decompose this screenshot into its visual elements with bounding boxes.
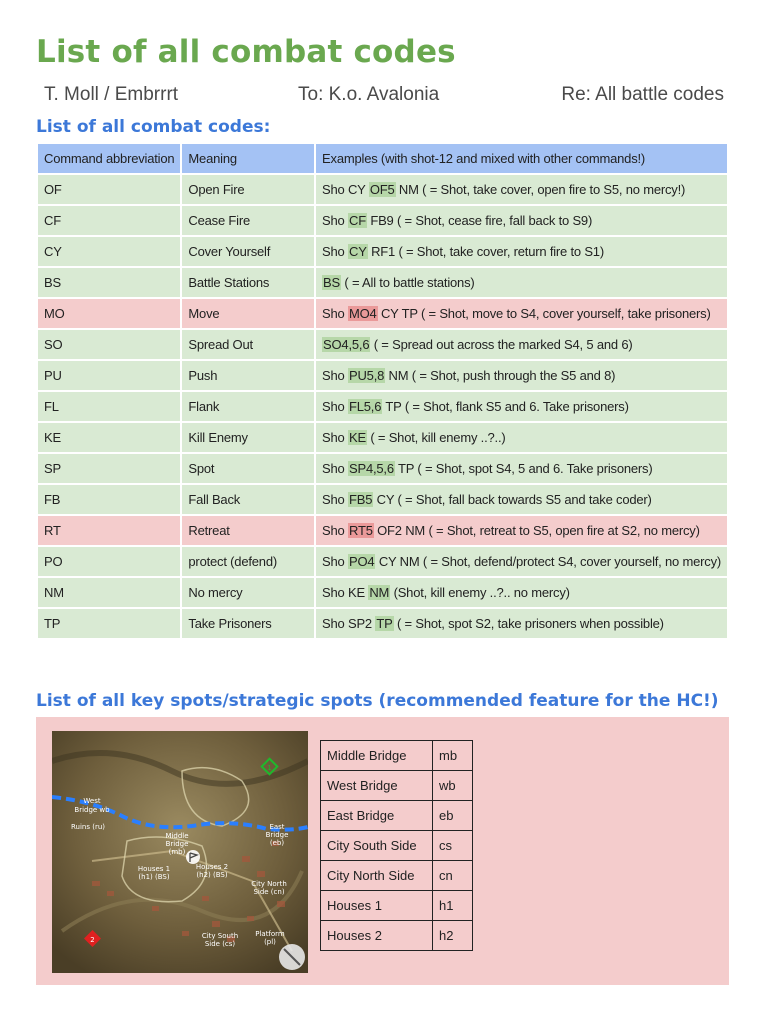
- code-meaning: Move: [182, 299, 314, 328]
- svg-text:(mb): (mb): [168, 848, 186, 856]
- svg-text:1: 1: [267, 764, 272, 772]
- example-prefix: Sho SP2: [322, 616, 376, 631]
- table-row: [38, 609, 727, 638]
- code-meaning: Retreat: [182, 516, 314, 545]
- code-example: [316, 330, 727, 359]
- example-explanation: NM ( = Shot, take cover, open fire to S5, no mercy!): [395, 182, 686, 197]
- key-spots-heading: List of all key spots/strategic spots (recommended feature for the HC!): [36, 691, 719, 711]
- map-label-city-north: City North: [251, 880, 287, 888]
- code-abbreviation: RT: [38, 516, 180, 545]
- table-row: [38, 299, 727, 328]
- combat-codes-heading: List of all combat codes:: [36, 117, 271, 137]
- spot-name: City South Side: [321, 831, 433, 861]
- code-example: [316, 578, 727, 607]
- code-example: [316, 175, 727, 204]
- code-example: [316, 392, 727, 421]
- code-meaning: Take Prisoners: [182, 609, 314, 638]
- code-meaning: Flank: [182, 392, 314, 421]
- code-abbreviation: FB: [38, 485, 180, 514]
- table-row: [38, 330, 727, 359]
- table-row: [321, 771, 473, 801]
- map-label-ruins: Ruins (ru): [70, 823, 106, 831]
- table-header-row: [38, 144, 727, 173]
- example-prefix: Sho: [322, 213, 348, 228]
- example-highlighted-code: SP4,5,6: [349, 461, 394, 476]
- example-highlighted-code: SO4,5,6: [323, 337, 370, 352]
- spot-abbreviation: eb: [433, 801, 473, 831]
- example-prefix: Sho: [322, 399, 348, 414]
- svg-text:Side (cn): Side (cn): [253, 888, 285, 896]
- table-row: [38, 547, 727, 576]
- spot-name: Houses 2: [321, 921, 433, 951]
- svg-text:Side (cs): Side (cs): [204, 940, 236, 948]
- table-row: [38, 578, 727, 607]
- map-label-middle-bridge: Middle: [165, 832, 189, 840]
- table-row: [321, 921, 473, 951]
- svg-text:2: 2: [90, 936, 95, 944]
- code-meaning: Push: [182, 361, 314, 390]
- example-explanation: ( = Shot, kill enemy ..?..): [366, 430, 506, 445]
- svg-text:(h2) (BS): (h2) (BS): [196, 871, 228, 879]
- table-row: [321, 861, 473, 891]
- example-highlighted-code: MO4: [349, 306, 377, 321]
- code-abbreviation: OF: [38, 175, 180, 204]
- example-prefix: Sho: [322, 368, 348, 383]
- code-example: [316, 299, 727, 328]
- example-explanation: ( = Spread out across the marked S4, 5 and 6): [370, 337, 633, 352]
- svg-text:Bridge: Bridge: [265, 831, 289, 839]
- spot-abbreviation: h2: [433, 921, 473, 951]
- map-label-west-bridge: West: [83, 797, 101, 805]
- example-explanation: NM ( = Shot, push through the S5 and 8): [385, 368, 616, 383]
- code-example: [316, 609, 727, 638]
- table-row: [38, 392, 727, 421]
- battlefield-map: [52, 731, 308, 973]
- code-example: [316, 268, 727, 297]
- example-highlighted-code: PO4: [349, 554, 375, 569]
- code-example: [316, 423, 727, 452]
- code-example: [316, 237, 727, 266]
- spot-name: City North Side: [321, 861, 433, 891]
- example-explanation: (Shot, kill enemy ..?.. no mercy): [390, 585, 570, 600]
- code-meaning: protect (defend): [182, 547, 314, 576]
- example-prefix: Sho: [322, 244, 348, 259]
- compass-icon: [279, 944, 305, 970]
- table-row: [38, 485, 727, 514]
- spot-name: West Bridge: [321, 771, 433, 801]
- table-row: [38, 454, 727, 483]
- code-example: [316, 206, 727, 235]
- example-prefix: Sho: [322, 461, 348, 476]
- table-row: [38, 206, 727, 235]
- example-prefix: Sho KE: [322, 585, 369, 600]
- code-meaning: Kill Enemy: [182, 423, 314, 452]
- spot-abbreviation: cs: [433, 831, 473, 861]
- spot-abbreviation: h1: [433, 891, 473, 921]
- code-abbreviation: FL: [38, 392, 180, 421]
- code-meaning: Fall Back: [182, 485, 314, 514]
- example-prefix: Sho CY: [322, 182, 369, 197]
- code-meaning: Spread Out: [182, 330, 314, 359]
- code-abbreviation: TP: [38, 609, 180, 638]
- code-meaning: Cover Yourself: [182, 237, 314, 266]
- spot-name: East Bridge: [321, 801, 433, 831]
- to-field: To: K.o. Avalonia: [298, 84, 440, 105]
- svg-text:Bridge wb: Bridge wb: [74, 806, 110, 814]
- code-example: [316, 454, 727, 483]
- re-field: Re: All battle codes: [561, 84, 724, 105]
- map-label-houses-1: Houses 1: [137, 865, 171, 873]
- example-prefix: Sho: [322, 523, 348, 538]
- key-spots-table: [320, 740, 473, 951]
- code-abbreviation: MO: [38, 299, 180, 328]
- example-highlighted-code: FL5,6: [349, 399, 382, 414]
- example-highlighted-code: RT5: [349, 523, 373, 538]
- code-meaning: No mercy: [182, 578, 314, 607]
- map-label-platform: Platform: [255, 930, 285, 938]
- table-row: [38, 516, 727, 545]
- example-highlighted-code: NM: [369, 585, 390, 600]
- combat-codes-table: [36, 142, 729, 640]
- example-explanation: OF2 NM ( = Shot, retreat to S5, open fire at S2, no mercy): [373, 523, 700, 538]
- example-explanation: CY TP ( = Shot, move to S4, cover yourself, take prisoners): [377, 306, 711, 321]
- table-row: [38, 268, 727, 297]
- example-highlighted-code: BS: [323, 275, 340, 290]
- table-row: [38, 361, 727, 390]
- from-field: T. Moll / Embrrrt: [44, 84, 179, 105]
- code-abbreviation: SO: [38, 330, 180, 359]
- code-example: [316, 361, 727, 390]
- spot-abbreviation: cn: [433, 861, 473, 891]
- example-highlighted-code: OF5: [369, 182, 395, 197]
- column-header-examples: Examples (with shot-12 and mixed with other commands!): [316, 144, 727, 173]
- code-meaning: Battle Stations: [182, 268, 314, 297]
- document-title: List of all combat codes: [36, 34, 456, 70]
- example-explanation: ( = All to battle stations): [341, 275, 475, 290]
- code-example: [316, 547, 727, 576]
- example-explanation: CY ( = Shot, fall back towards S5 and take coder): [373, 492, 652, 507]
- example-explanation: RF1 ( = Shot, take cover, return fire to S1): [367, 244, 604, 259]
- spot-abbreviation: wb: [433, 771, 473, 801]
- spot-name: Houses 1: [321, 891, 433, 921]
- map-label-houses-2: Houses 2: [195, 863, 229, 871]
- map-label-city-south: City South: [201, 932, 239, 940]
- example-highlighted-code: KE: [349, 430, 366, 445]
- example-highlighted-code: PU5,8: [349, 368, 385, 383]
- example-explanation: TP ( = Shot, flank S5 and 6. Take prisoners): [382, 399, 629, 414]
- map-label-east-bridge: East: [269, 823, 285, 831]
- code-abbreviation: KE: [38, 423, 180, 452]
- key-spots-panel: [36, 717, 729, 985]
- example-explanation: ( = Shot, spot S2, take prisoners when possible): [393, 616, 664, 631]
- code-abbreviation: BS: [38, 268, 180, 297]
- example-prefix: Sho: [322, 492, 348, 507]
- code-abbreviation: CY: [38, 237, 180, 266]
- svg-text:Bridge: Bridge: [165, 840, 189, 848]
- code-abbreviation: PU: [38, 361, 180, 390]
- code-abbreviation: SP: [38, 454, 180, 483]
- table-row: [38, 237, 727, 266]
- column-header-abbreviation: Command abbreviation: [38, 144, 180, 173]
- code-meaning: Cease Fire: [182, 206, 314, 235]
- code-example: [316, 485, 727, 514]
- example-explanation: CY NM ( = Shot, defend/protect S4, cover yourself, no mercy): [375, 554, 721, 569]
- map-image: [52, 731, 308, 973]
- spot-name: Middle Bridge: [321, 741, 433, 771]
- code-meaning: Spot: [182, 454, 314, 483]
- code-meaning: Open Fire: [182, 175, 314, 204]
- example-highlighted-code: CY: [349, 244, 367, 259]
- svg-text:(pl): (pl): [264, 938, 276, 946]
- code-abbreviation: PO: [38, 547, 180, 576]
- table-row: [321, 891, 473, 921]
- example-explanation: FB9 ( = Shot, cease fire, fall back to S9): [366, 213, 593, 228]
- example-highlighted-code: FB5: [349, 492, 373, 507]
- spot-abbreviation: mb: [433, 741, 473, 771]
- document-header-line: [44, 84, 724, 110]
- example-highlighted-code: CF: [349, 213, 366, 228]
- table-row: [38, 423, 727, 452]
- example-prefix: Sho: [322, 430, 348, 445]
- table-row: [321, 801, 473, 831]
- code-abbreviation: NM: [38, 578, 180, 607]
- code-abbreviation: CF: [38, 206, 180, 235]
- column-header-meaning: Meaning: [182, 144, 314, 173]
- example-prefix: Sho: [322, 306, 348, 321]
- table-row: [321, 831, 473, 861]
- table-row: [321, 741, 473, 771]
- svg-text:(h1) (BS): (h1) (BS): [138, 873, 170, 881]
- code-example: [316, 516, 727, 545]
- table-row: [38, 175, 727, 204]
- example-explanation: TP ( = Shot, spot S4, 5 and 6. Take prisoners): [394, 461, 653, 476]
- example-highlighted-code: TP: [376, 616, 393, 631]
- svg-text:(eb): (eb): [269, 839, 285, 847]
- example-prefix: Sho: [322, 554, 348, 569]
